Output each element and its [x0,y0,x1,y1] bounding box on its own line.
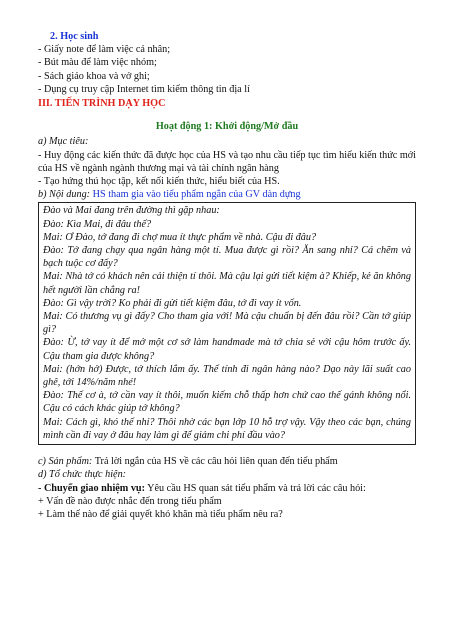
dialogue-line: Đào: Tớ đang chạy qua ngân hàng một tí. Mua được gì rồi? Ăn sang nhỉ? Cá chẽm và bạch tuộc cơ đấy? [43,245,411,270]
content-label: b) Nội dung: [38,189,91,201]
dialogue-line: Mai: (hớn hở) Được, tớ thích lắm ấy. Thế tính đi ngân hàng nào? Dạo này lãi suất cao ghê, tới 14%/năm nhé! [43,363,411,389]
product-label: c) Sản phẩm: [38,456,93,468]
dialogue-box [38,202,416,445]
activity-title: Hoạt động 1: Khởi động/Mở đầu [155,121,299,133]
list-item: - Sách giáo khoa và vở ghi; [38,70,150,82]
question-item: + Làm thế nào để giải quyết khó khăn mà tiểu phẩm nêu ra? [38,508,283,520]
dialogue-line: Đào: Ừ, tớ vay ít để mở một cơ sở làm handmade mà tớ chia sẻ với cậu hôm trước ấy. Cậu tham gia được không? [43,337,411,362]
section-heading-process: III. TIẾN TRÌNH DẠY HỌC [38,98,166,110]
objective-label: a) Mục tiêu: [38,136,89,148]
task-text: Yêu cầu HS quan sát tiểu phẩm và trả lời các câu hỏi: [144,482,366,494]
product-line [38,455,416,468]
dialogue-line: Đào và Mai đang trên đường thì gặp nhau: [43,205,220,217]
task-label: - Chuyển giao nhiệm vụ: [38,482,145,494]
dialogue-line: Mai: Nhà tớ có khách nên cải thiện tí thôi. Mà cậu lại gửi tiết kiệm à? Khiếp, kẻ ăn không hết người lần chẳng ra! [43,271,411,296]
content-line [38,188,416,201]
list-item: - Bút màu để làm việc nhóm; [38,57,157,69]
list-item: - Dụng cụ truy cập Internet tìm kiếm thông tin địa lí [38,83,250,95]
dialogue-line: Mai: Ơ Đào, tớ đang đi chợ mua ít thực phẩm về nhà. Cậu đi đâu? [43,231,317,243]
content-text: HS tham gia vào tiểu phẩm ngắn của GV dàn dựng [90,189,301,201]
dialogue-line: Mai: Cách gì, khó thế nhỉ? Thôi nhờ các bạn lớp 10 hỗ trợ vậy. Vậy theo các bạn, chúng mình cần đi vay ở đâu hay làm gì để giảm chi phí đầu vào? [43,416,411,441]
document-page [38,30,416,521]
dialogue-line: Mai: Có thương vụ gì đấy? Cho tham gia với! Mà cậu chuẩn bị đến đâu rồi? Cần tớ giúp gì? [43,311,411,336]
objective-item: - Huy động các kiến thức đã được học của HS và tạo nhu cầu tiếp tục tìm hiểu kiến thức mới của HS về ngành ngành thương mại và tài chính ngân hàng [38,149,416,174]
organization-label: d) Tổ chức thực hiện: [38,469,127,481]
dialogue-line: Đào: Kìa Mai, đi đâu thế? [43,218,152,230]
dialogue-line: Đào: Gì vậy trời? Ko phải đi gửi tiết kiệm đâu, tớ đi vay ít vốn. [43,297,302,309]
section-heading-students: 2. Học sinh [50,31,99,42]
objective-item: - Tạo hứng thú học tập, kết nối kiến thức, hiểu biết của HS. [38,176,280,188]
list-item: - Giấy note để làm việc cá nhân; [38,44,171,56]
dialogue-line: Đào: Thế cơ à, tớ cần vay ít thôi, muốn kiếm chỗ thấp hơn chứ cao thế gánh không nổi. Cậu có cách khác giúp tớ không? [43,390,411,415]
product-text: Trả lời ngắn của HS về các câu hỏi liên quan đến tiểu phẩm [92,456,338,468]
question-item: + Vấn đề nào được nhắc đến trong tiểu phẩm [38,495,222,507]
task-line [38,482,416,495]
